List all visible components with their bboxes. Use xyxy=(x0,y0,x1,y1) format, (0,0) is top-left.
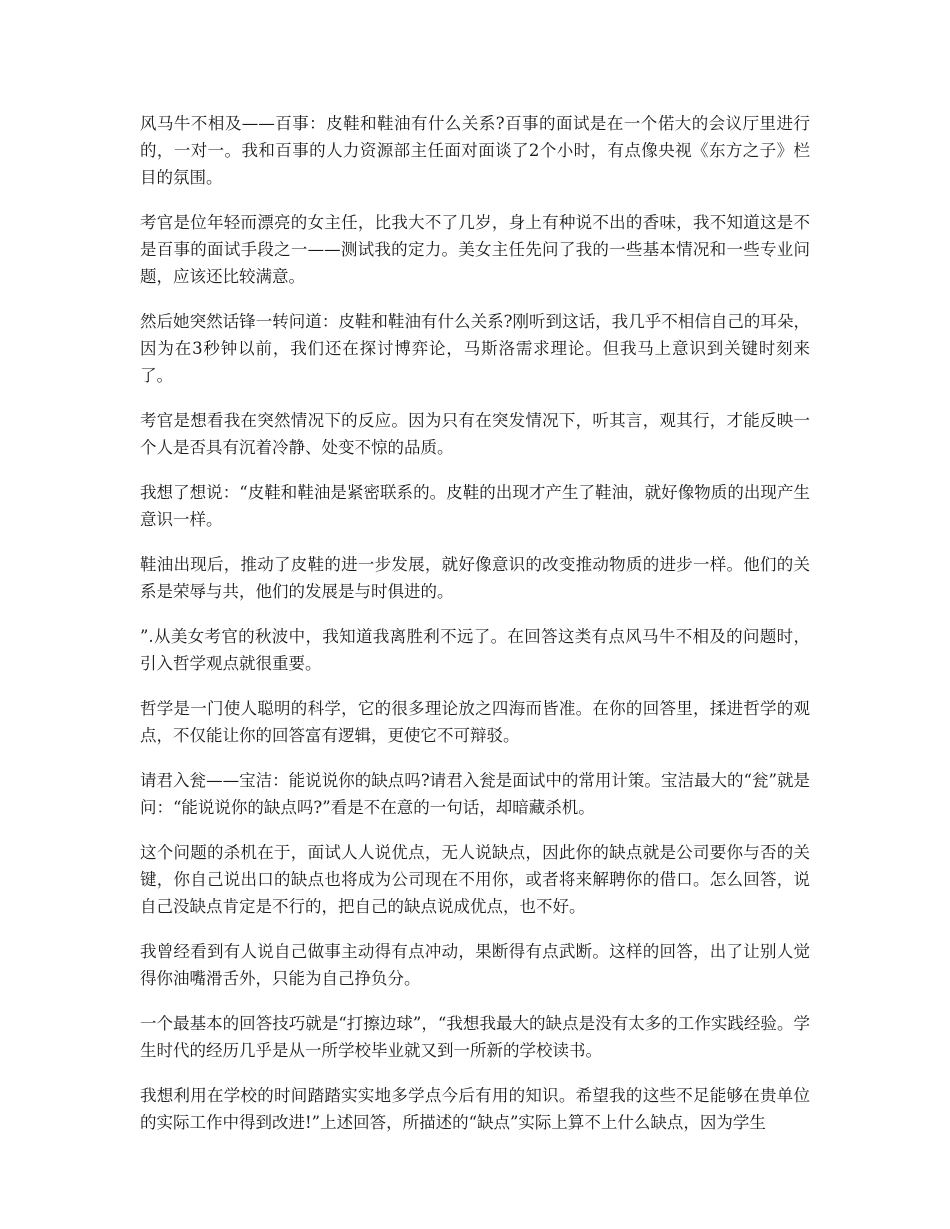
paragraph-4: 考官是想看我在突然情况下的反应。因为只有在突发情况下，听其言，观其行，才能反映一个人是否具有沉着冷静、处变不惊的品质。 xyxy=(140,411,810,457)
paragraph-10: 这个问题的杀机在于，面试人人说优点，无人说缺点，因此你的缺点就是公司要你与否的关键，你自己说出口的缺点也将成为公司现在不用你，或者将来解聘你的借口。怎么回答，说自己没缺点肯定是不行的，把自己的缺点说成优点，也不好。 xyxy=(140,843,810,916)
paragraph-7: ”.从美女考官的秋波中，我知道我离胜利不远了。在回答这类有点风马牛不相及的问题时，引入哲学观点就很重要。 xyxy=(140,627,810,673)
paragraph-12: 一个最基本的回答技巧就是“打擦边球”，“我想我最大的缺点是没有太多的工作实践经验。学生时代的经历几乎是从一所学校毕业就又到一所新的学校读书。 xyxy=(140,1014,810,1060)
document-page xyxy=(140,110,810,1154)
paragraph-9: 请君入瓮——宝洁：能说说你的缺点吗?请君入瓮是面试中的常用计策。宝洁最大的“瓮”就是问：“能说说你的缺点吗?”看是不在意的一句话，却暗藏杀机。 xyxy=(140,771,810,817)
paragraph-1: 风马牛不相及——百事：皮鞋和鞋油有什么关系?百事的面试是在一个偌大的会议厅里进行的，一对一。我和百事的人力资源部主任面对面谈了2个小时，有点像央视《东方之子》栏目的氛围。 xyxy=(140,114,810,187)
paragraph-5: 我想了想说：“皮鞋和鞋油是紧密联系的。皮鞋的出现才产生了鞋油，就好像物质的出现产生意识一样。 xyxy=(140,483,810,529)
paragraph-3: 然后她突然话锋一转问道：皮鞋和鞋油有什么关系?刚听到这话，我几乎不相信自己的耳朵，因为在3秒钟以前，我们还在探讨博弈论，马斯洛需求理论。但我马上意识到关键时刻来了。 xyxy=(140,312,810,385)
paragraph-6: 鞋油出现后，推动了皮鞋的进一步发展，就好像意识的改变推动物质的进步一样。他们的关系是荣辱与共，他们的发展是与时俱进的。 xyxy=(140,555,810,601)
paragraph-2: 考官是位年轻而漂亮的女主任，比我大不了几岁，身上有种说不出的香味，我不知道这是不是百事的面试手段之一——测试我的定力。美女主任先问了我的一些基本情况和一些专业问题，应该还比较满意。 xyxy=(140,213,810,286)
paragraph-11: 我曾经看到有人说自己做事主动得有点冲动，果断得有点武断。这样的回答，出了让别人觉得你油嘴滑舌外，只能为自己挣负分。 xyxy=(140,942,810,988)
paragraph-8: 哲学是一门使人聪明的科学，它的很多理论放之四海而皆准。在你的回答里，揉进哲学的观点，不仅能让你的回答富有逻辑，更使它不可辩驳。 xyxy=(140,699,810,745)
paragraph-13: 我想利用在学校的时间踏踏实实地多学点今后有用的知识。希望我的这些不足能够在贵单位的实际工作中得到改进!”上述回答，所描述的“缺点”实际上算不上什么缺点，因为学生 xyxy=(140,1086,810,1132)
